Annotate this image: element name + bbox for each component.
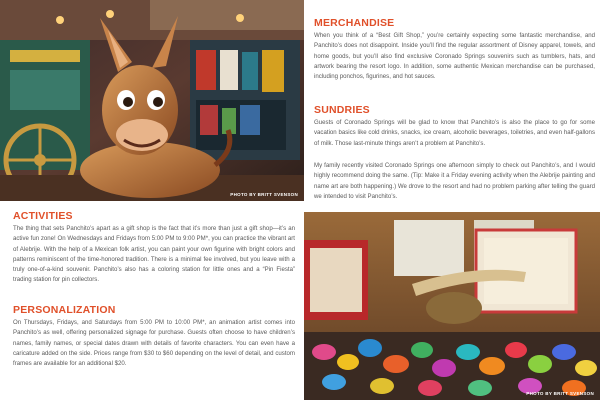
sundries-section (314, 104, 595, 149)
personalization-section (13, 304, 295, 369)
sundries-heading: SUNDRIES (314, 104, 370, 116)
alebrije-figurines-photo (304, 212, 600, 400)
activities-paragraph: The thing that sets Panchito’s apart as a gift shop is the fact that it’s more than just a gift shop—it’s an active fun zone! On Wednesdays and Fridays from 5:00 PM to 9:00 PM*, you can practice the vibrant art of Alebrije. With the help of a Mexican folk artist, you can paint your own figurine with bright colors and patterns reminiscent of the time-honored tradition. There is a minimal fee involved, but you leave with a truly one-of-a-kind souvenir. Panchito’s also has a coloring station for little ones and a “Pin Fiesta” trading station for pin collectors. (13, 225, 295, 284)
photo-credit: PHOTO BY BRITT SVENSON (230, 192, 298, 197)
sundries-paragraph: Guests of Coronado Springs will be glad to know that Panchito’s is also the place to go for some vacation basics like cold drinks, snacks, ice cream, alcoholic beverages, toiletries, and even half-gallons of milk. Those last-minute things aren’t a problem at Panchito’s. (314, 119, 595, 147)
activities-section (13, 210, 295, 286)
personalization-heading: PERSONALIZATION (13, 304, 116, 316)
photo-credit: PHOTO BY BRITT SVENSON (526, 391, 594, 396)
visit-story-section (314, 161, 595, 202)
merchandise-paragraph: When you think of a “Best Gift Shop,” you’re certainly expecting some fantastic merchandise, and Panchito’s does not disappoint. Inside you’ll find the regular assortment of Disney apparel, towels, and home goods, but you’ll also find exclusive Coronado Springs souvenirs such as tumblers, hats, and artwork bearing the resort logo. In addition, some authentic Mexican merchandise can be purchased, including ponchos, figurines, and hot sauces. (314, 32, 595, 81)
visit-story-paragraph: My family recently visited Coronado Springs one afternoon simply to check out Panchito’s, and I would highly recommend doing the same. (Tip: Make it a Friday evening activity when the Alebrije painting and name art are both happening.) We drove to the resort and had no problem parking after telling the guard we intended to visit Panchito’s. (314, 162, 595, 200)
activities-heading: ACTIVITIES (13, 210, 73, 222)
merchandise-heading: MERCHANDISE (314, 17, 395, 29)
merchandise-section (314, 17, 595, 82)
personalization-paragraph: On Thursdays, Fridays, and Saturdays from 5:00 PM to 10:00 PM*, an animation artist comes into Panchito’s as well, offering personalized signage for purchase. Guests often choose to have children’s names, family names, or special dates drawn with details of favorite characters. You can even have a caricature added on the side. Prices range from $30 to $60 depending on the level of detail, and custom frames are available for an additional $20. (13, 319, 295, 368)
donkey-statue-photo (0, 0, 304, 201)
